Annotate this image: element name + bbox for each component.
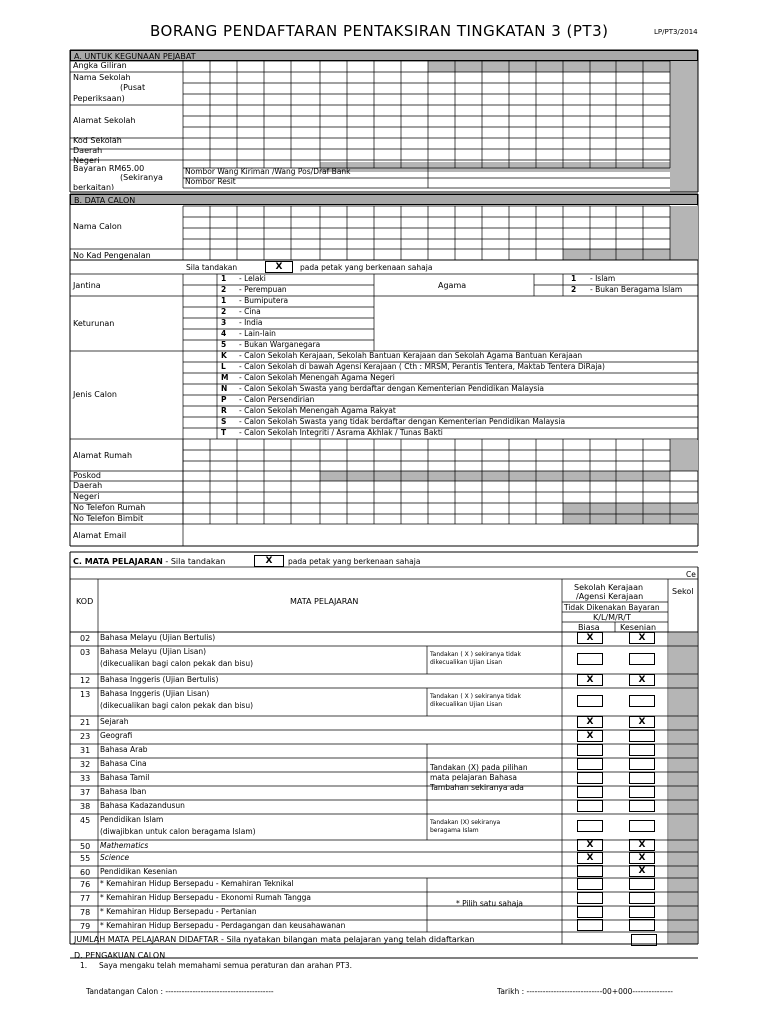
lang-note-3: Tambahan sekiranya ada (430, 783, 524, 792)
subject-code: 23 (80, 732, 91, 741)
shaded-cell (669, 632, 697, 944)
subject-name: Pendidikan Islam (100, 815, 164, 824)
subject-name: Science (100, 853, 130, 862)
keturunan-option: - Cina (239, 307, 261, 316)
jenis-calon-option: - Calon Sekolah di bawah Agensi Kerajaan ( Cth : MRSM, Perantis Tentera, Maktab Tentera DiRaja) (239, 362, 605, 371)
subject-note: Tandakan ( X ) sekiranya tidak (430, 693, 521, 700)
label-bayaran: Bayaran RM65.00 (73, 164, 145, 173)
jenis-calon-code: P (221, 395, 227, 404)
keturunan-option: - Bumiputera (239, 296, 289, 305)
section-c-instruction: - Sila tandakan (162, 557, 226, 566)
form-code: LP/PT3/2014 (654, 28, 698, 36)
biasa-checkbox[interactable]: X (577, 852, 603, 864)
subject-note-2: beragama Islam (430, 827, 479, 834)
subject-note-2: dikecualikan Ujian Lisan (430, 659, 503, 666)
label-negeri-a: Negeri (73, 156, 100, 165)
subject-code: 31 (80, 746, 91, 755)
subject-code: 37 (80, 788, 91, 797)
kesenian-checkbox[interactable] (629, 906, 655, 918)
kesenian-checkbox[interactable] (629, 758, 655, 770)
subject-name: Bahasa Inggeris (Ujian Bertulis) (100, 675, 219, 684)
biasa-checkbox[interactable] (577, 906, 603, 918)
lang-note-2: mata pelajaran Bahasa (430, 773, 517, 782)
biasa-checkbox[interactable]: X (577, 730, 603, 742)
section-a-heading: A. UNTUK KEGUNAAN PEJABAT (70, 50, 698, 61)
label-nama-calon: Nama Calon (73, 222, 122, 231)
kesenian-checkbox[interactable]: X (629, 839, 655, 851)
total-label: JUMLAH MATA PELAJARAN DIDAFTAR - Sila nyatakan bilangan mata pelajaran yang telah didaftarkan (74, 935, 475, 944)
section-c-heading (73, 557, 225, 566)
jenis-calon-code: T (221, 428, 227, 437)
label-nama-sekolah: Nama Sekolah (73, 73, 131, 82)
col-group-2: /Agensi Kerajaan (576, 592, 644, 601)
subject-code: 21 (80, 718, 91, 727)
jenis-calon-option: - Calon Sekolah Integriti / Asrama Akhlak / Tunas Bakti (239, 428, 443, 437)
shaded-cell (670, 61, 698, 192)
subject-code: 77 (80, 894, 91, 903)
label-alamat-rumah: Alamat Rumah (73, 451, 133, 460)
col-biasa: Biasa (578, 623, 600, 632)
kesenian-checkbox[interactable] (629, 744, 655, 756)
shaded-cell (563, 503, 698, 524)
subject-subnote: (diwajibkan untuk calon beragama Islam) (100, 827, 256, 836)
biasa-checkbox[interactable] (577, 892, 603, 904)
agama-code: 2 (571, 285, 577, 294)
keturunan-option: - Bukan Warganegara (239, 340, 321, 349)
subject-name: Bahasa Cina (100, 759, 147, 768)
label-email: Alamat Email (73, 531, 127, 540)
pengakuan-no: 1. (80, 961, 88, 970)
biasa-checkbox[interactable] (577, 744, 603, 756)
agama-code: 1 (571, 274, 577, 283)
shaded-cell (320, 471, 670, 481)
label-pusat: (Pusat (120, 83, 146, 92)
biasa-checkbox[interactable] (577, 919, 603, 931)
jantina-code: 1 (221, 274, 227, 283)
jenis-calon-option: - Calon Persendirian (239, 395, 315, 404)
jantina-option: - Lelaki (239, 274, 266, 283)
subject-name: Geografi (100, 731, 133, 740)
subject-name: Bahasa Melayu (Ujian Bertulis) (100, 633, 216, 642)
keturunan-option: - Lain-lain (239, 329, 276, 338)
label-tel-bimbit: No Telefon Bimbit (73, 514, 144, 523)
subject-code: 76 (80, 880, 91, 889)
label-negeri-b: Negeri (73, 492, 100, 501)
subject-name: * Kemahiran Hidup Bersepadu - Ekonomi Rumah Tangga (100, 893, 311, 902)
subject-name: Bahasa Arab (100, 745, 148, 754)
form-title: BORANG PENDAFTARAN PENTAKSIRAN TINGKATAN 3 (PT3) (150, 22, 609, 40)
biasa-checkbox[interactable]: X (577, 716, 603, 728)
agama-option: - Islam (590, 274, 616, 283)
subject-name: Bahasa Melayu (Ujian Lisan) (100, 647, 207, 656)
label-angka-giliran: Angka Giliran (73, 61, 127, 70)
col-ce: Ce (686, 570, 696, 579)
instruction-pre: Sila tandakan (186, 263, 238, 272)
col-no-fee: Tidak Dikenakan Bayaran (564, 603, 660, 612)
biasa-checkbox[interactable] (577, 786, 603, 798)
label-peperiksaan: Peperiksaan) (73, 94, 125, 103)
khb-note: * Pilih satu sahaja (456, 899, 523, 908)
label-keturunan: Keturunan (73, 319, 115, 328)
biasa-checkbox[interactable] (577, 800, 603, 812)
biasa-checkbox[interactable] (577, 695, 603, 707)
jenis-calon-code: R (221, 406, 227, 415)
label-daerah-b: Daerah (73, 481, 103, 490)
section-c-title: C. MATA PELAJARAN (73, 557, 163, 566)
section-c-mark: X (254, 555, 284, 567)
kesenian-checkbox[interactable] (629, 820, 655, 832)
subject-code: 13 (80, 690, 91, 699)
label-jantina: Jantina (73, 281, 101, 290)
col-kod: KOD (76, 597, 94, 606)
col-group-1: Sekolah Kerajaan (574, 583, 644, 592)
biasa-checkbox[interactable]: X (577, 839, 603, 851)
shaded-cell (320, 162, 670, 172)
subject-code: 60 (80, 868, 91, 877)
section-b-heading: B. DATA CALON (70, 194, 698, 205)
kesenian-checkbox[interactable] (629, 800, 655, 812)
subject-code: 55 (80, 854, 91, 863)
subject-name: Pendidikan Kesenian (100, 867, 178, 876)
subject-name: Bahasa Kadazandusun (100, 801, 185, 810)
biasa-checkbox[interactable] (577, 653, 603, 665)
total-box[interactable] (631, 934, 657, 946)
shaded-cell (670, 440, 698, 471)
subject-name: * Kemahiran Hidup Bersepadu - Perdagangan dan keusahawanan (100, 921, 346, 930)
keturunan-code: 4 (221, 329, 227, 338)
label-no-kp: No Kad Pengenalan (73, 251, 151, 260)
jenis-calon-code: K (221, 351, 227, 360)
shaded-cell (428, 61, 670, 72)
section-c-post: pada petak yang berkenaan sahaja (288, 557, 421, 566)
kesenian-checkbox[interactable]: X (629, 852, 655, 864)
label-jenis-calon: Jenis Calon (73, 390, 117, 399)
subject-name: * Kemahiran Hidup Bersepadu - Kemahiran Teknikal (100, 879, 294, 888)
kesenian-checkbox[interactable] (629, 892, 655, 904)
biasa-checkbox[interactable] (577, 820, 603, 832)
subject-code: 50 (80, 842, 91, 851)
subject-name: Bahasa Iban (100, 787, 147, 796)
shaded-cell (563, 249, 670, 260)
subject-code: 78 (80, 908, 91, 917)
kesenian-checkbox[interactable]: X (629, 632, 655, 644)
biasa-checkbox[interactable]: X (577, 674, 603, 686)
subject-code: 33 (80, 774, 91, 783)
jantina-option: - Perempuan (239, 285, 287, 294)
keturunan-code: 1 (221, 296, 227, 305)
label-alamat-sekolah: Alamat Sekolah (73, 116, 136, 125)
jenis-calon-code: M (221, 373, 229, 382)
kesenian-checkbox[interactable] (629, 695, 655, 707)
label-poskod: Poskod (73, 471, 101, 480)
kesenian-checkbox[interactable]: X (629, 865, 655, 877)
lang-note-1: Tandakan (X) pada pilihan (430, 763, 528, 772)
kesenian-checkbox[interactable]: X (629, 716, 655, 728)
subject-name: Bahasa Tamil (100, 773, 150, 782)
label-agama: Agama (438, 281, 467, 290)
jenis-calon-option: - Calon Sekolah Menengah Agama Negeri (239, 373, 395, 382)
subject-note-2: dikecualikan Ujian Lisan (430, 701, 503, 708)
subject-code: 03 (80, 648, 91, 657)
subject-name: Mathematics (100, 841, 149, 850)
kesenian-checkbox[interactable] (629, 772, 655, 784)
kesenian-checkbox[interactable] (629, 653, 655, 665)
section-d-heading: D. PENGAKUAN CALON (74, 951, 166, 960)
kesenian-checkbox[interactable] (629, 786, 655, 798)
jenis-calon-option: - Calon Sekolah Swasta yang berdaftar dengan Kementerian Pendidikan Malaysia (239, 384, 544, 393)
subject-code: 32 (80, 760, 91, 769)
kesenian-checkbox[interactable] (629, 878, 655, 890)
subject-note: Tandakan ( X ) sekiranya tidak (430, 651, 521, 658)
label-wang-kiriman: Nombor Wang Kiriman /Wang Pos/Draf Bank (185, 167, 351, 176)
subject-code: 45 (80, 816, 91, 825)
subject-code: 02 (80, 634, 91, 643)
jenis-calon-code: S (221, 417, 227, 426)
agama-option: - Bukan Beragama Islam (590, 285, 683, 294)
keturunan-code: 5 (221, 340, 227, 349)
jantina-code: 2 (221, 285, 227, 294)
biasa-checkbox[interactable] (577, 772, 603, 784)
subject-name: * Kemahiran Hidup Bersepadu - Pertanian (100, 907, 257, 916)
subject-subnote: (dikecualikan bagi calon pekak dan bisu) (100, 659, 253, 668)
label-sekiranya: (Sekiranya (120, 173, 163, 182)
jenis-calon-code: N (221, 384, 228, 393)
biasa-checkbox[interactable] (577, 865, 603, 877)
col-subject: MATA PELAJARAN (290, 597, 359, 606)
jenis-calon-option: - Calon Sekolah Kerajaan, Sekolah Bantuan Kerajaan dan Sekolah Agama Bantuan Kerajaan (239, 351, 583, 360)
signature-line[interactable]: Tandatangan Calon : ---------------------------------------- (86, 987, 274, 996)
pengakuan-item: Saya mengaku telah memahami semua peraturan dan arahan PT3. (99, 961, 353, 970)
label-daerah-a: Daerah (73, 146, 103, 155)
biasa-checkbox[interactable] (577, 758, 603, 770)
label-berkaitan: berkaitan) (73, 183, 115, 190)
subject-code: 79 (80, 922, 91, 931)
keturunan-code: 3 (221, 318, 227, 327)
keturunan-option: - India (239, 318, 263, 327)
jenis-calon-option: - Calon Sekolah Menengah Agama Rakyat (239, 406, 396, 415)
subject-code: 38 (80, 802, 91, 811)
col-group-right: Sekol (672, 587, 694, 596)
biasa-checkbox[interactable] (577, 878, 603, 890)
subject-code: 12 (80, 676, 91, 685)
instruction-post: pada petak yang berkenaan sahaja (300, 263, 433, 272)
subject-name: Sejarah (100, 717, 129, 726)
label-kod-sekolah: Kod Sekolah (73, 136, 122, 145)
jenis-calon-code: L (221, 362, 226, 371)
jenis-calon-option: - Calon Sekolah Swasta yang tidak berdaftar dengan Kementerian Pendidikan Malaysia (239, 417, 566, 426)
subject-subnote: (dikecualikan bagi calon pekak dan bisu) (100, 701, 253, 710)
label-nombor-resit: Nombor Resit (185, 177, 236, 186)
shaded-cell (670, 206, 698, 260)
subject-name: Bahasa Inggeris (Ujian Lisan) (100, 689, 210, 698)
kesenian-checkbox[interactable] (629, 730, 655, 742)
subject-note: Tandakan (X) sekiranya (430, 819, 501, 826)
col-klmrt: K/L/M/R/T (593, 613, 631, 622)
kesenian-checkbox[interactable] (629, 919, 655, 931)
label-tel-rumah: No Telefon Rumah (73, 503, 146, 512)
instruction-mark: X (265, 261, 293, 273)
date-line[interactable]: Tarikh : ----------------------------00+000--------------- (497, 988, 674, 996)
biasa-checkbox[interactable]: X (577, 632, 603, 644)
keturunan-code: 2 (221, 307, 227, 316)
col-kesenian: Kesenian (620, 623, 657, 632)
kesenian-checkbox[interactable]: X (629, 674, 655, 686)
